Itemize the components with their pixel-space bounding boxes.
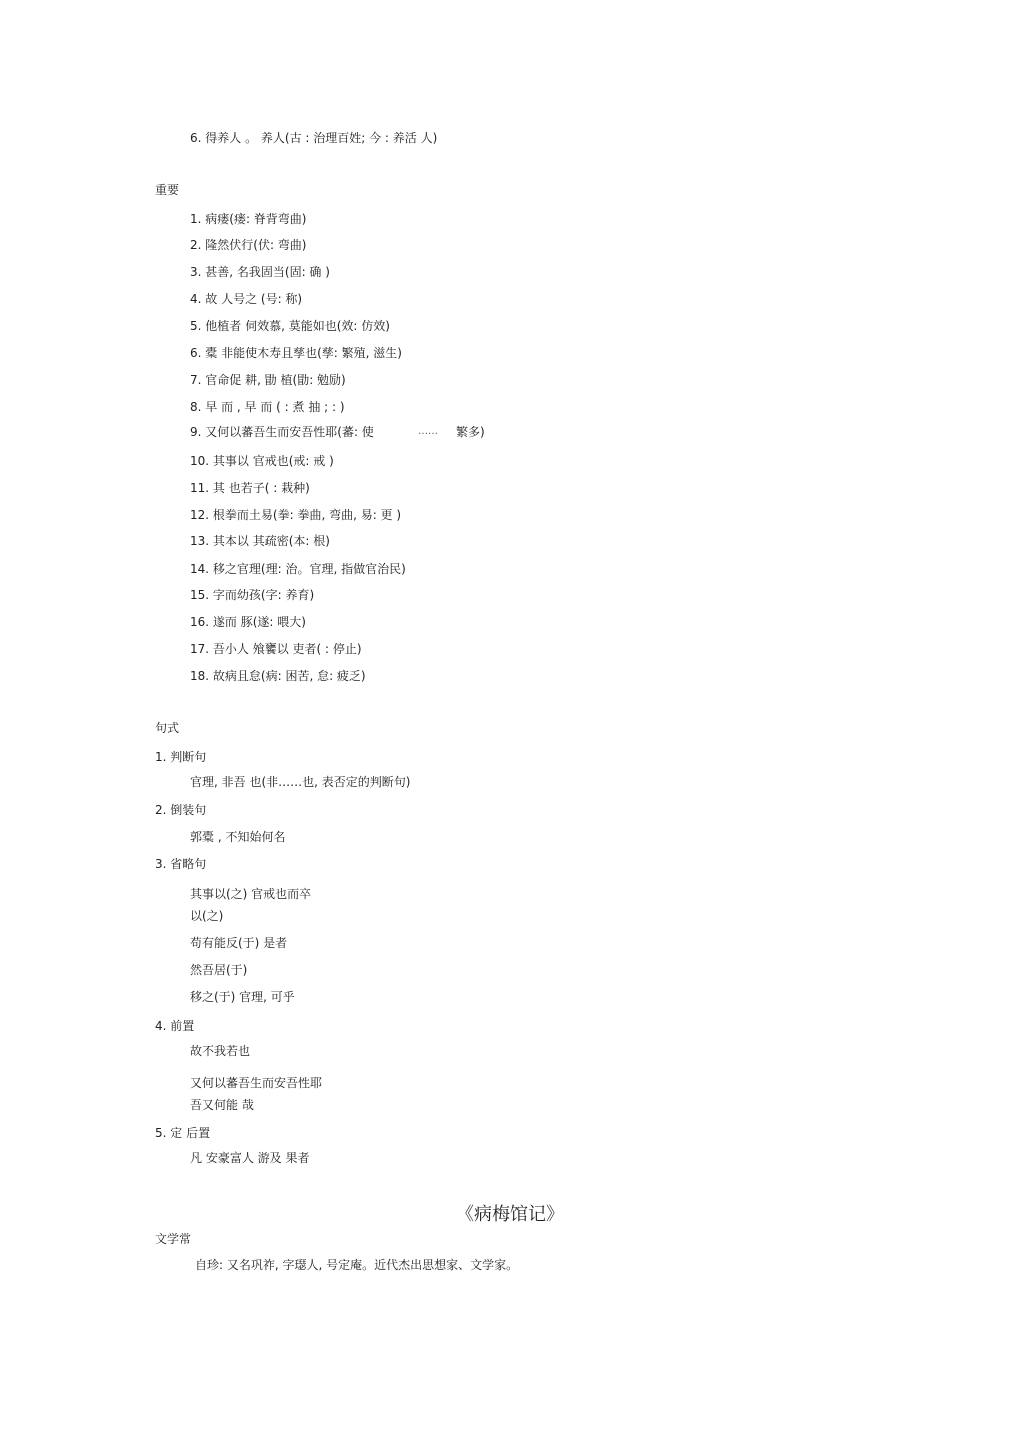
syntax-example: 故不我若也 [190,1044,251,1058]
list-item: 11. 其 也若子( : 栽种) [190,481,310,495]
intro-line: 6. 得养人 。 养人(古 : 治理百姓; 今 : 养活 人) [190,131,438,145]
syntax-heading-postposed: 5. 定 后置 [155,1126,211,1140]
author-note: 自珍: 又名巩祚, 字璱人, 号定庵。近代杰出思想家、文学家。 [195,1258,519,1272]
syntax-heading-ellipsis: 3. 省略句 [155,857,207,871]
list-item: 4. 故 人号之 (号: 称) [190,292,303,306]
list-item: 1. 病瘘(瘘: 脊背弯曲) [190,212,307,226]
syntax-heading-judgment: 1. 判断句 [155,750,207,764]
list-item: 16. 遂而 豚(遂: 喂大) [190,615,306,629]
syntax-example: 然吾居(于) [190,963,248,977]
syntax-example: 吾又何能 哉 [190,1098,254,1112]
syntax-example: 官理, 非吾 也(非……也, 表否定的判断句) [190,775,411,789]
syntax-example: 苟有能反(于) 是者 [190,936,288,950]
list-item-tail: 繁多) [456,425,485,439]
syntax-example: 其事以(之) 官戒也而卒 [190,887,312,901]
syntax-example: 移之(于) 官理, 可乎 [190,990,295,1004]
syntax-heading-preposing: 4. 前置 [155,1019,195,1033]
list-item: 13. 其本以 其疏密(本: 根) [190,534,330,548]
section-heading-literature: 文学常 [155,1232,192,1246]
section-heading-syntax: 句式 [155,721,180,735]
ellipsis-mark: …… [418,426,438,437]
list-item: 18. 故病且怠(病: 困苦, 怠: 疲乏) [190,669,366,683]
list-item: 2. 隆然伏行(伏: 弯曲) [190,238,307,252]
syntax-example: 又何以蕃吾生而安吾性耶 [190,1076,323,1090]
list-item: 9. 又何以蕃吾生而安吾性耶(蕃: 使 [190,425,374,439]
syntax-example: 以(之) [190,909,224,923]
list-item: 15. 字而幼孩(字: 养育) [190,588,315,602]
syntax-example: 凡 安豪富人 游及 果者 [190,1151,310,1165]
syntax-example: 郭橐 , 不知始何名 [190,830,286,844]
list-item: 14. 移之官理(理: 治。官理, 指做官治民) [190,562,406,576]
essay-title: 《病梅馆记》 [456,1204,564,1225]
list-item: 17. 吾小人 飧饔以 吏者( : 停止) [190,642,362,656]
list-item: 7. 官命促 耕, 勖 植(勖: 勉励) [190,373,346,387]
section-heading-vocab: 重要 [155,183,180,197]
syntax-heading-inversion: 2. 倒装句 [155,803,207,817]
list-item: 3. 甚善, 名我固当(固: 确 ) [190,265,330,279]
list-item: 8. 早 而 , 早 而 ( : 煮 抽 ; : ) [190,400,345,414]
list-item: 5. 他植者 伺效慕, 莫能如也(效: 仿效) [190,319,390,333]
list-item: 12. 根拳而土易(拳: 拳曲, 弯曲, 易: 更 ) [190,508,402,522]
list-item: 10. 其事以 官戒也(戒: 戒 ) [190,454,334,468]
list-item: 6. 橐 非能使木寿且孳也(孳: 繁殖, 滋生) [190,346,402,360]
